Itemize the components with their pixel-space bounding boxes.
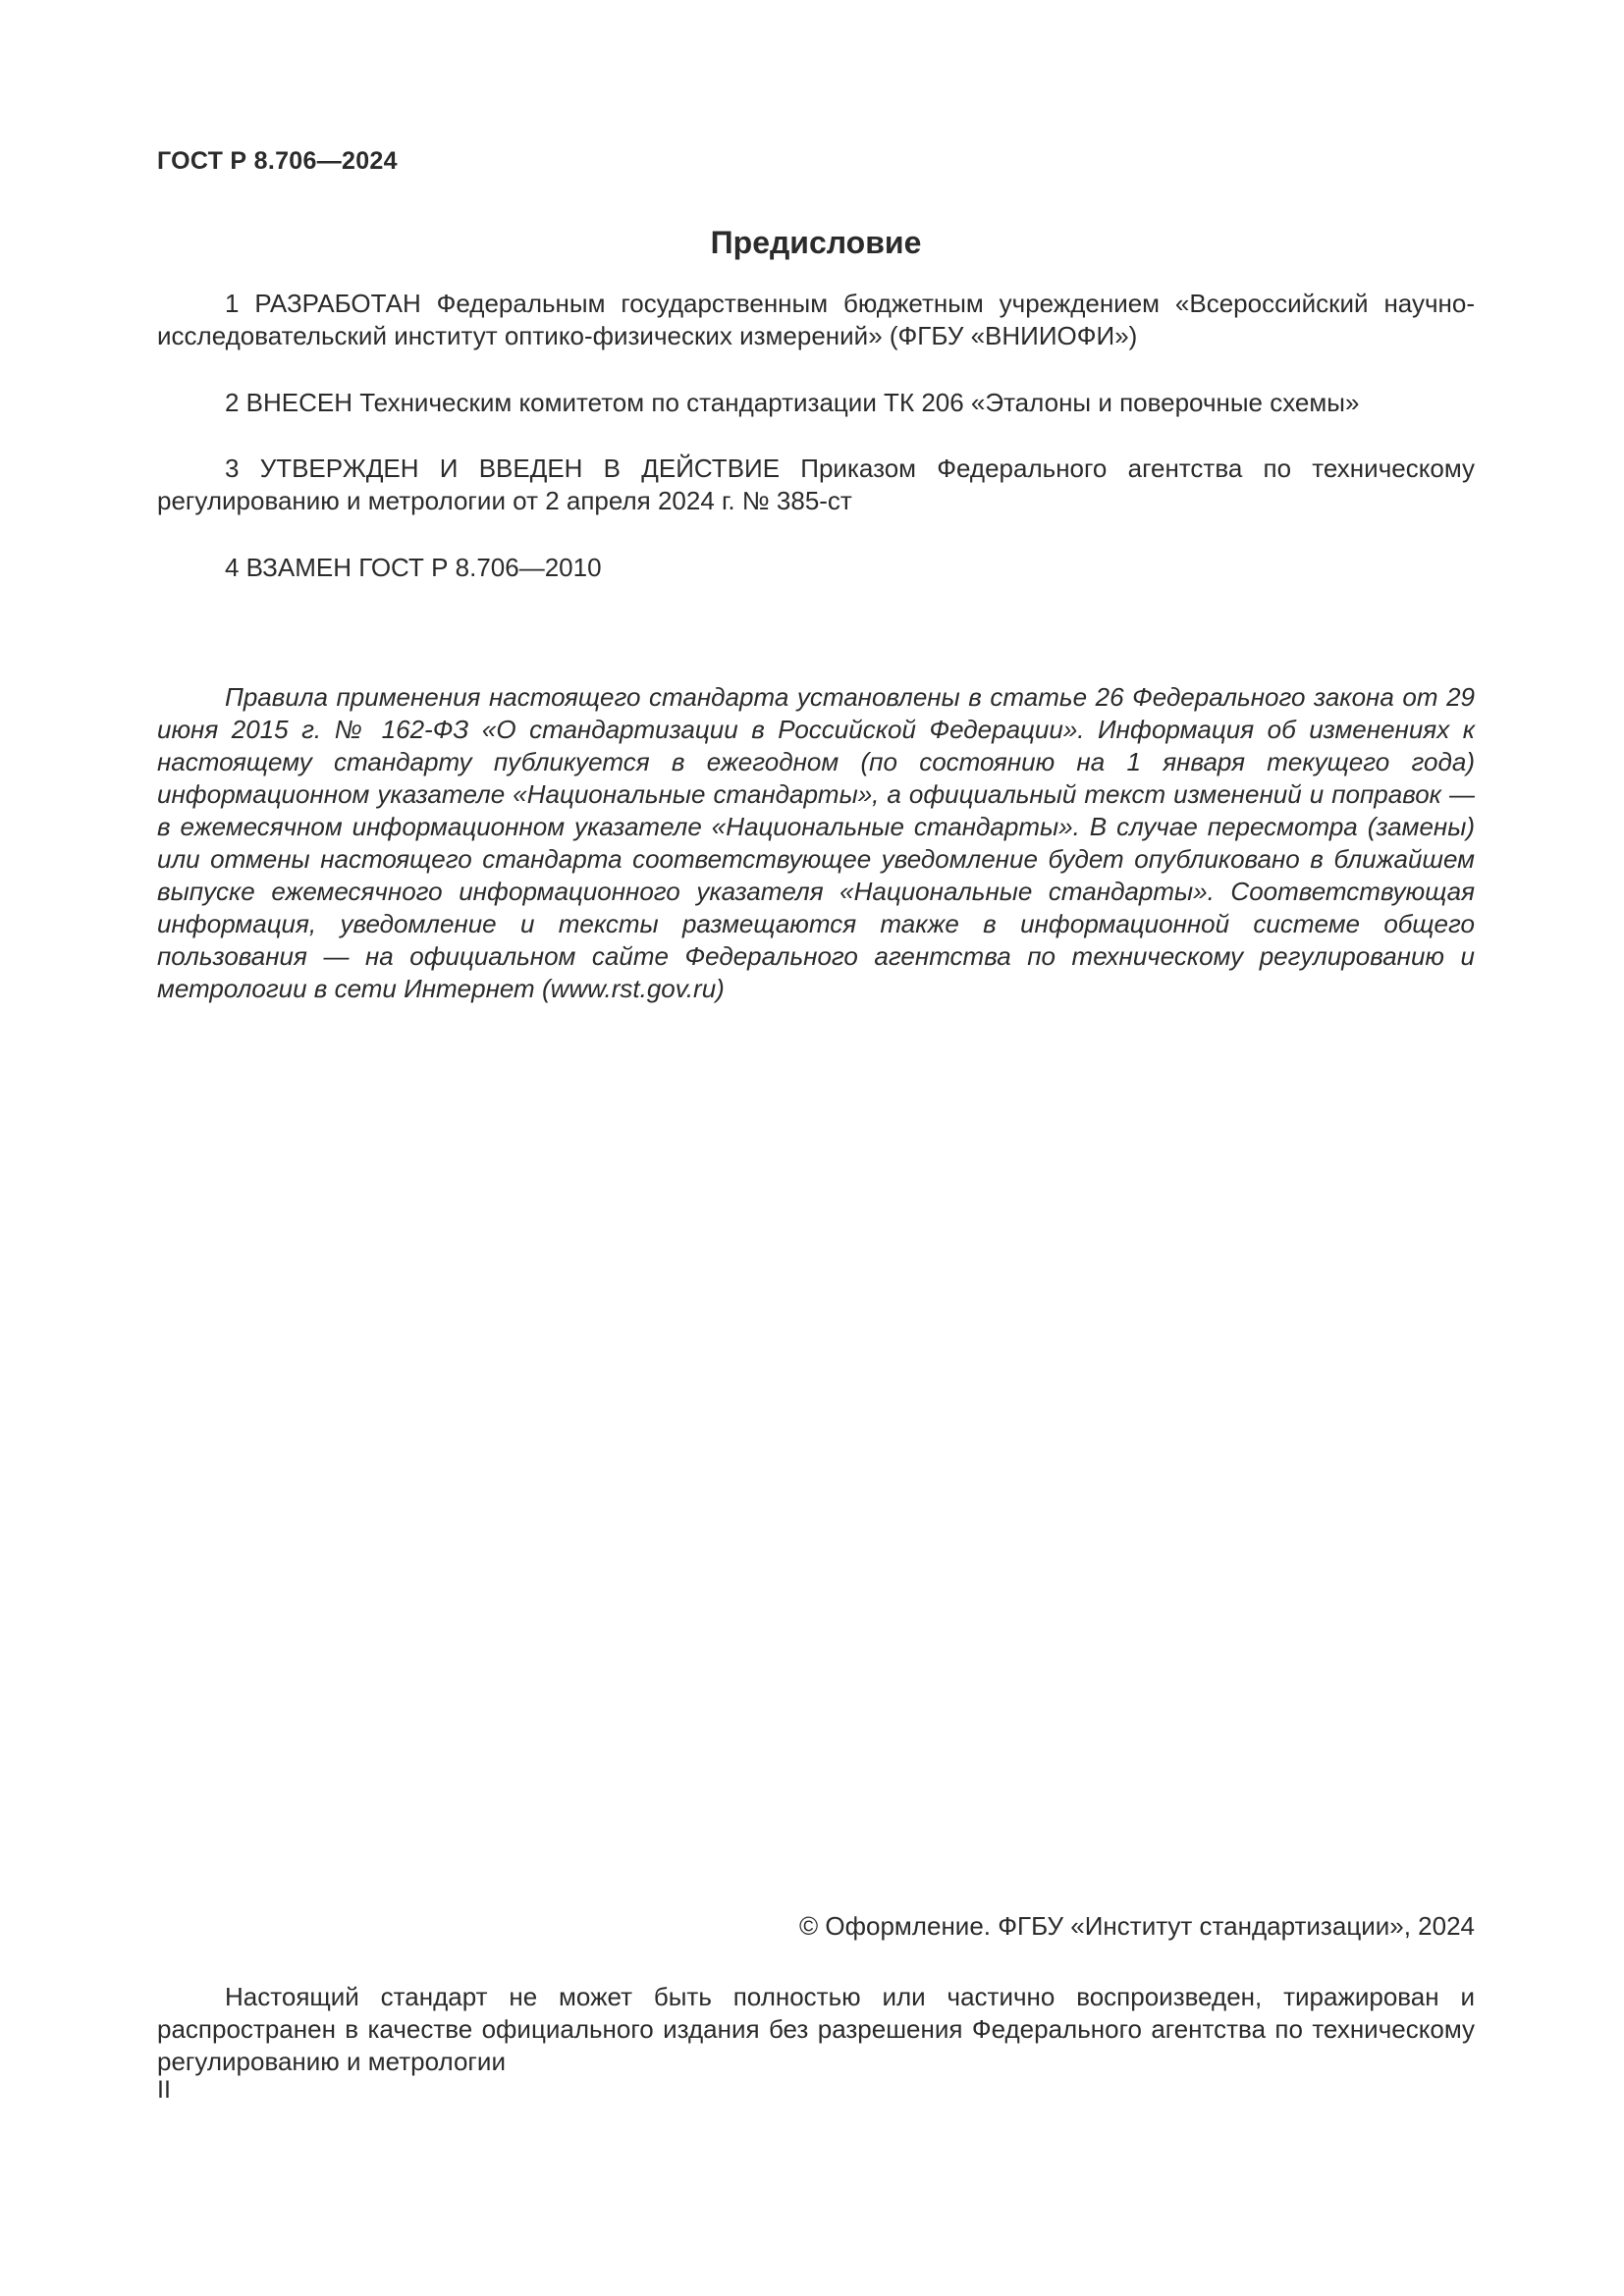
preface-item-developed: 1 РАЗРАБОТАН Федеральным государственным бюджетным учреждением «Всероссийский научно-исследовательский институт оптико-физических измерений» (ФГБУ «ВНИИОФИ»)	[157, 289, 1475, 350]
application-rules-paragraph: Правила применения настоящего стандарта установлены в статье 26 Федерального закона от 29 июня 2015 г. № 162-ФЗ «О стандартизации в Российской Федерации». Информация об изменениях к настоящему стандарту публикуется в ежегодном (по состоянию на 1 января текущего года) информационном указателе «Национальные стандарты», а официальный текст изменений и поправок — в ежемесячном информационном указателе «Национальные стандарты». В случае пересмотра (замены) или отмены настоящего стандарта соответствующее уведомление будет опубликовано в ближайшем выпуске ежемесячного информационного указателя «Национальные стандарты». Соответствующая информация, уведомление и тексты размещаются также в информационной системе общего пользования — на официальном сайте Федерального агентства по техническому регулированию и метрологии в сети Интернет (www.rst.gov.ru)	[157, 682, 1475, 1003]
document-header: ГОСТ Р 8.706—2024	[157, 147, 398, 175]
preface-item-replaces: 4 ВЗАМЕН ГОСТ Р 8.706—2010	[225, 553, 602, 582]
preface-item-introduced: 2 ВНЕСЕН Техническим комитетом по стандартизации ТК 206 «Эталоны и поверочные схемы»	[225, 388, 1360, 417]
reproduction-notice: Настоящий стандарт не может быть полностью или частично воспроизведен, тиражирован и распространен в качестве официального издания без разрешения Федерального агентства по техническому регулированию и метрологии	[157, 1982, 1475, 2076]
preface-title: Предисловие	[710, 225, 922, 260]
copyright-line: © Оформление. ФГБУ «Институт стандартизации», 2024	[799, 1911, 1475, 1941]
preface-item-approved: 3 УТВЕРЖДЕН И ВВЕДЕН В ДЕЙСТВИЕ Приказом Федерального агентства по техническому регулированию и метрологии от 2 апреля 2024 г. № 385-ст	[157, 454, 1475, 515]
page-number: II	[157, 2076, 171, 2104]
